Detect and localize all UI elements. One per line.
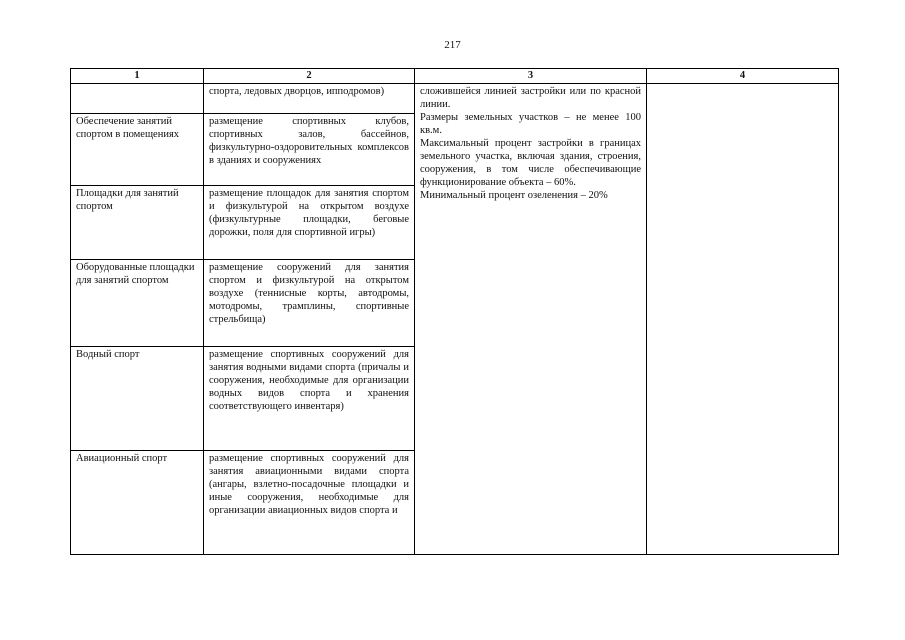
parameters-cell (415, 84, 647, 555)
use-description: размещение спортивных клубов, спортивных залов, бассейнов, физкультурно-оздоровительных комплексов в зданиях и сооружениях (204, 114, 415, 186)
use-description: спорта, ледовых дворцов, ипподромов) (204, 84, 415, 114)
column-header-1: 1 (71, 69, 204, 84)
use-description: размещение площадок для занятия спортом и физкультурой на открытом воздухе (физкультурные площадки, беговые дорожки, поля для спортивной игры) (204, 186, 415, 260)
table-row (71, 84, 839, 114)
parameters-text: Размеры земельных участков – не менее 100 кв.м. (420, 112, 641, 136)
use-name: Обеспечение занятий спортом в помещениях (71, 114, 204, 186)
column-header-2: 2 (204, 69, 415, 84)
page-number: 217 (444, 39, 461, 51)
use-description: размещение сооружений для занятия спортом и физкультурой на открытом воздухе (теннисные корты, автодромы, мотодромы, трамплины, спортивные стрельбища) (204, 260, 415, 347)
use-name: Оборудованные площадки для занятий спортом (71, 260, 204, 347)
use-name (71, 84, 204, 114)
parameters-text: Минимальный процент озеленения – 20% (420, 190, 608, 201)
use-name: Площадки для занятий спортом (71, 186, 204, 260)
parameters-text: сложившейся линией застройки или по красной линии. (420, 86, 641, 110)
use-name: Водный спорт (71, 347, 204, 451)
header-row (71, 69, 839, 84)
use-description: размещение спортивных сооружений для занятия водными видами спорта (причалы и сооружения, необходимые для организации водных видов спорта и хранения соответствующего инвентаря) (204, 347, 415, 451)
column-header-3: 3 (415, 69, 647, 84)
land-use-table (70, 68, 839, 555)
parameters-text: Максимальный процент застройки в границах земельного участка, включая здания, строения, сооружения, в том числе обеспечивающие функционирование объекта – 60%. (420, 138, 641, 188)
use-description: размещение спортивных сооружений для занятия авиационными видами спорта (ангары, взлетно-посадочные площадки и иные сооружения, необходимые для организации авиационных видов спорта и (204, 451, 415, 555)
column-header-4: 4 (647, 69, 839, 84)
use-name: Авиационный спорт (71, 451, 204, 555)
restrictions-cell (647, 84, 839, 555)
